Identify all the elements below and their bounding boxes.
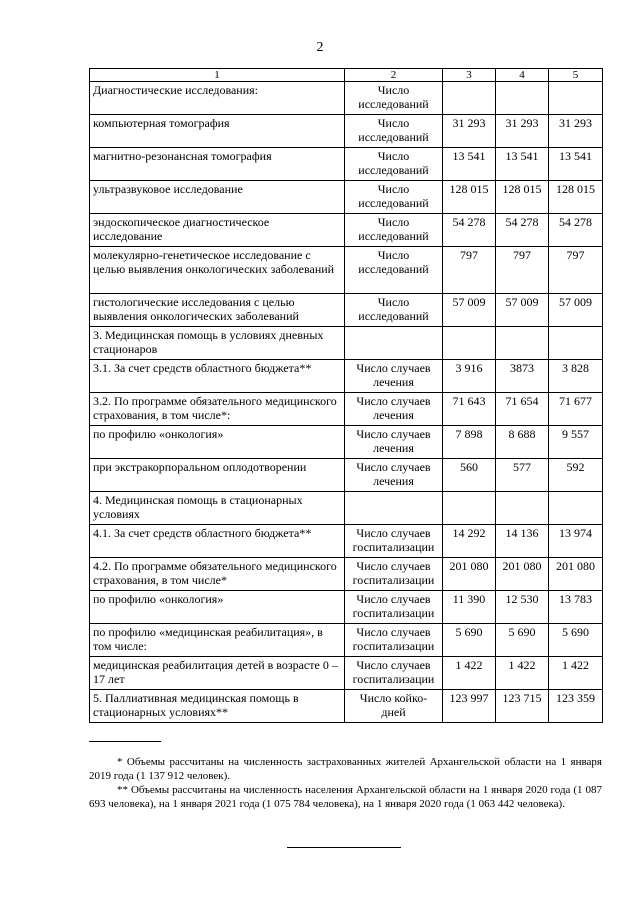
value-col4: 54 278 bbox=[496, 214, 549, 247]
value-col4: 201 080 bbox=[496, 558, 549, 591]
footnote-2: ** Объемы рассчитаны на численность населения Архангельской области на 1 января 2020 года (1 087 693 человека), на 1 января 2021 года (1 075 784 человека), на 1 января 2020 года (1 063 442 человека). bbox=[89, 784, 602, 810]
value-col5 bbox=[549, 492, 603, 525]
value-col4: 57 009 bbox=[496, 294, 549, 327]
row-unit: Число исследований bbox=[345, 82, 443, 115]
table-row bbox=[90, 82, 603, 115]
row-unit: Число случаев госпитализации bbox=[345, 558, 443, 591]
value-col4: 128 015 bbox=[496, 181, 549, 214]
value-col3 bbox=[443, 82, 496, 115]
value-col5 bbox=[549, 327, 603, 360]
value-col3: 7 898 bbox=[443, 426, 496, 459]
row-name: 4.1. За счет средств областного бюджета** bbox=[90, 525, 345, 558]
table-row bbox=[90, 247, 603, 294]
row-unit: Число случаев лечения bbox=[345, 360, 443, 393]
value-col3: 128 015 bbox=[443, 181, 496, 214]
row-name: 5. Паллиативная медицинская помощь в стационарных условиях** bbox=[90, 690, 345, 723]
value-col3: 11 390 bbox=[443, 591, 496, 624]
value-col5: 54 278 bbox=[549, 214, 603, 247]
table-row bbox=[90, 360, 603, 393]
table-row bbox=[90, 115, 603, 148]
row-unit: Число исследований bbox=[345, 181, 443, 214]
value-col4 bbox=[496, 327, 549, 360]
row-name: молекулярно-генетическое исследование с целью выявления онкологических заболеваний bbox=[90, 247, 345, 294]
value-col4: 31 293 bbox=[496, 115, 549, 148]
value-col3: 14 292 bbox=[443, 525, 496, 558]
value-col4: 12 530 bbox=[496, 591, 549, 624]
footnote-1: * Объемы рассчитаны на численность застрахованных жителей Архангельской области на 1 января 2019 года (1 137 912 человек). bbox=[89, 756, 602, 782]
column-number: 3 bbox=[443, 69, 496, 82]
value-col3: 31 293 bbox=[443, 115, 496, 148]
row-name: по профилю «онкология» bbox=[90, 426, 345, 459]
table-row bbox=[90, 148, 603, 181]
row-unit: Число случаев лечения bbox=[345, 426, 443, 459]
value-col4: 797 bbox=[496, 247, 549, 294]
row-name: 3.1. За счет средств областного бюджета** bbox=[90, 360, 345, 393]
row-unit: Число исследований bbox=[345, 294, 443, 327]
value-col5: 592 bbox=[549, 459, 603, 492]
footnote-separator bbox=[89, 741, 161, 742]
value-col5: 9 557 bbox=[549, 426, 603, 459]
value-col5: 57 009 bbox=[549, 294, 603, 327]
value-col5: 123 359 bbox=[549, 690, 603, 723]
table-row bbox=[90, 558, 603, 591]
value-col3: 57 009 bbox=[443, 294, 496, 327]
value-col3: 71 643 bbox=[443, 393, 496, 426]
table-row bbox=[90, 525, 603, 558]
table-row bbox=[90, 591, 603, 624]
value-col5: 3 828 bbox=[549, 360, 603, 393]
row-name: 3. Медицинская помощь в условиях дневных стационаров bbox=[90, 327, 345, 360]
value-col3: 797 bbox=[443, 247, 496, 294]
value-col3: 201 080 bbox=[443, 558, 496, 591]
row-name: по профилю «медицинская реабилитация», в том числе: bbox=[90, 624, 345, 657]
value-col4: 13 541 bbox=[496, 148, 549, 181]
closing-rule bbox=[287, 847, 401, 848]
value-col3: 5 690 bbox=[443, 624, 496, 657]
value-col3 bbox=[443, 492, 496, 525]
value-col4: 5 690 bbox=[496, 624, 549, 657]
row-unit: Число случаев лечения bbox=[345, 393, 443, 426]
value-col4: 123 715 bbox=[496, 690, 549, 723]
value-col5: 1 422 bbox=[549, 657, 603, 690]
table-row bbox=[90, 492, 603, 525]
value-col4: 1 422 bbox=[496, 657, 549, 690]
value-col5: 128 015 bbox=[549, 181, 603, 214]
column-number: 4 bbox=[496, 69, 549, 82]
column-number: 5 bbox=[549, 69, 603, 82]
table-row bbox=[90, 181, 603, 214]
row-name: 3.2. По программе обязательного медицинского страхования, в том числе*: bbox=[90, 393, 345, 426]
table-row bbox=[90, 426, 603, 459]
value-col5 bbox=[549, 82, 603, 115]
value-col4: 3873 bbox=[496, 360, 549, 393]
volumes-table bbox=[89, 68, 603, 723]
value-col4 bbox=[496, 82, 549, 115]
value-col3: 123 997 bbox=[443, 690, 496, 723]
row-unit: Число исследований bbox=[345, 115, 443, 148]
row-unit bbox=[345, 327, 443, 360]
footnotes bbox=[89, 755, 602, 811]
row-name: Диагностические исследования: bbox=[90, 82, 345, 115]
value-col5: 31 293 bbox=[549, 115, 603, 148]
value-col4: 8 688 bbox=[496, 426, 549, 459]
value-col5: 201 080 bbox=[549, 558, 603, 591]
value-col3: 13 541 bbox=[443, 148, 496, 181]
row-name: гистологические исследования с целью выявления онкологических заболеваний bbox=[90, 294, 345, 327]
value-col5: 5 690 bbox=[549, 624, 603, 657]
value-col5: 71 677 bbox=[549, 393, 603, 426]
row-name: компьютерная томография bbox=[90, 115, 345, 148]
table-row bbox=[90, 393, 603, 426]
value-col5: 797 bbox=[549, 247, 603, 294]
table-row bbox=[90, 214, 603, 247]
row-unit: Число исследований bbox=[345, 247, 443, 294]
row-name: при экстракорпоральном оплодотворении bbox=[90, 459, 345, 492]
column-number: 2 bbox=[345, 69, 443, 82]
value-col5: 13 783 bbox=[549, 591, 603, 624]
value-col3 bbox=[443, 327, 496, 360]
table-row bbox=[90, 327, 603, 360]
row-unit: Число исследований bbox=[345, 214, 443, 247]
table-row bbox=[90, 690, 603, 723]
row-unit: Число случаев госпитализации bbox=[345, 591, 443, 624]
row-name: 4. Медицинская помощь в стационарных условиях bbox=[90, 492, 345, 525]
value-col3: 54 278 bbox=[443, 214, 496, 247]
row-name: по профилю «онкология» bbox=[90, 591, 345, 624]
table-row bbox=[90, 294, 603, 327]
value-col5: 13 974 bbox=[549, 525, 603, 558]
table-row bbox=[90, 624, 603, 657]
page-number: 2 bbox=[316, 40, 324, 55]
value-col3: 560 bbox=[443, 459, 496, 492]
value-col4: 14 136 bbox=[496, 525, 549, 558]
table-header-row bbox=[90, 69, 603, 82]
row-unit: Число случаев госпитализации bbox=[345, 525, 443, 558]
row-unit bbox=[345, 492, 443, 525]
value-col4 bbox=[496, 492, 549, 525]
row-name: эндоскопическое диагностическое исследование bbox=[90, 214, 345, 247]
row-name: 4.2. По программе обязательного медицинского страхования, в том числе* bbox=[90, 558, 345, 591]
row-name: ультразвуковое исследование bbox=[90, 181, 345, 214]
row-name: медицинская реабилитация детей в возрасте 0 – 17 лет bbox=[90, 657, 345, 690]
value-col4: 577 bbox=[496, 459, 549, 492]
row-unit: Число случаев лечения bbox=[345, 459, 443, 492]
value-col3: 3 916 bbox=[443, 360, 496, 393]
value-col5: 13 541 bbox=[549, 148, 603, 181]
row-unit: Число койко-дней bbox=[345, 690, 443, 723]
table-row bbox=[90, 459, 603, 492]
row-unit: Число случаев госпитализации bbox=[345, 657, 443, 690]
row-unit: Число случаев госпитализации bbox=[345, 624, 443, 657]
table-row bbox=[90, 657, 603, 690]
value-col4: 71 654 bbox=[496, 393, 549, 426]
value-col3: 1 422 bbox=[443, 657, 496, 690]
row-name: магнитно-резонансная томография bbox=[90, 148, 345, 181]
column-number: 1 bbox=[90, 69, 345, 82]
row-unit: Число исследований bbox=[345, 148, 443, 181]
